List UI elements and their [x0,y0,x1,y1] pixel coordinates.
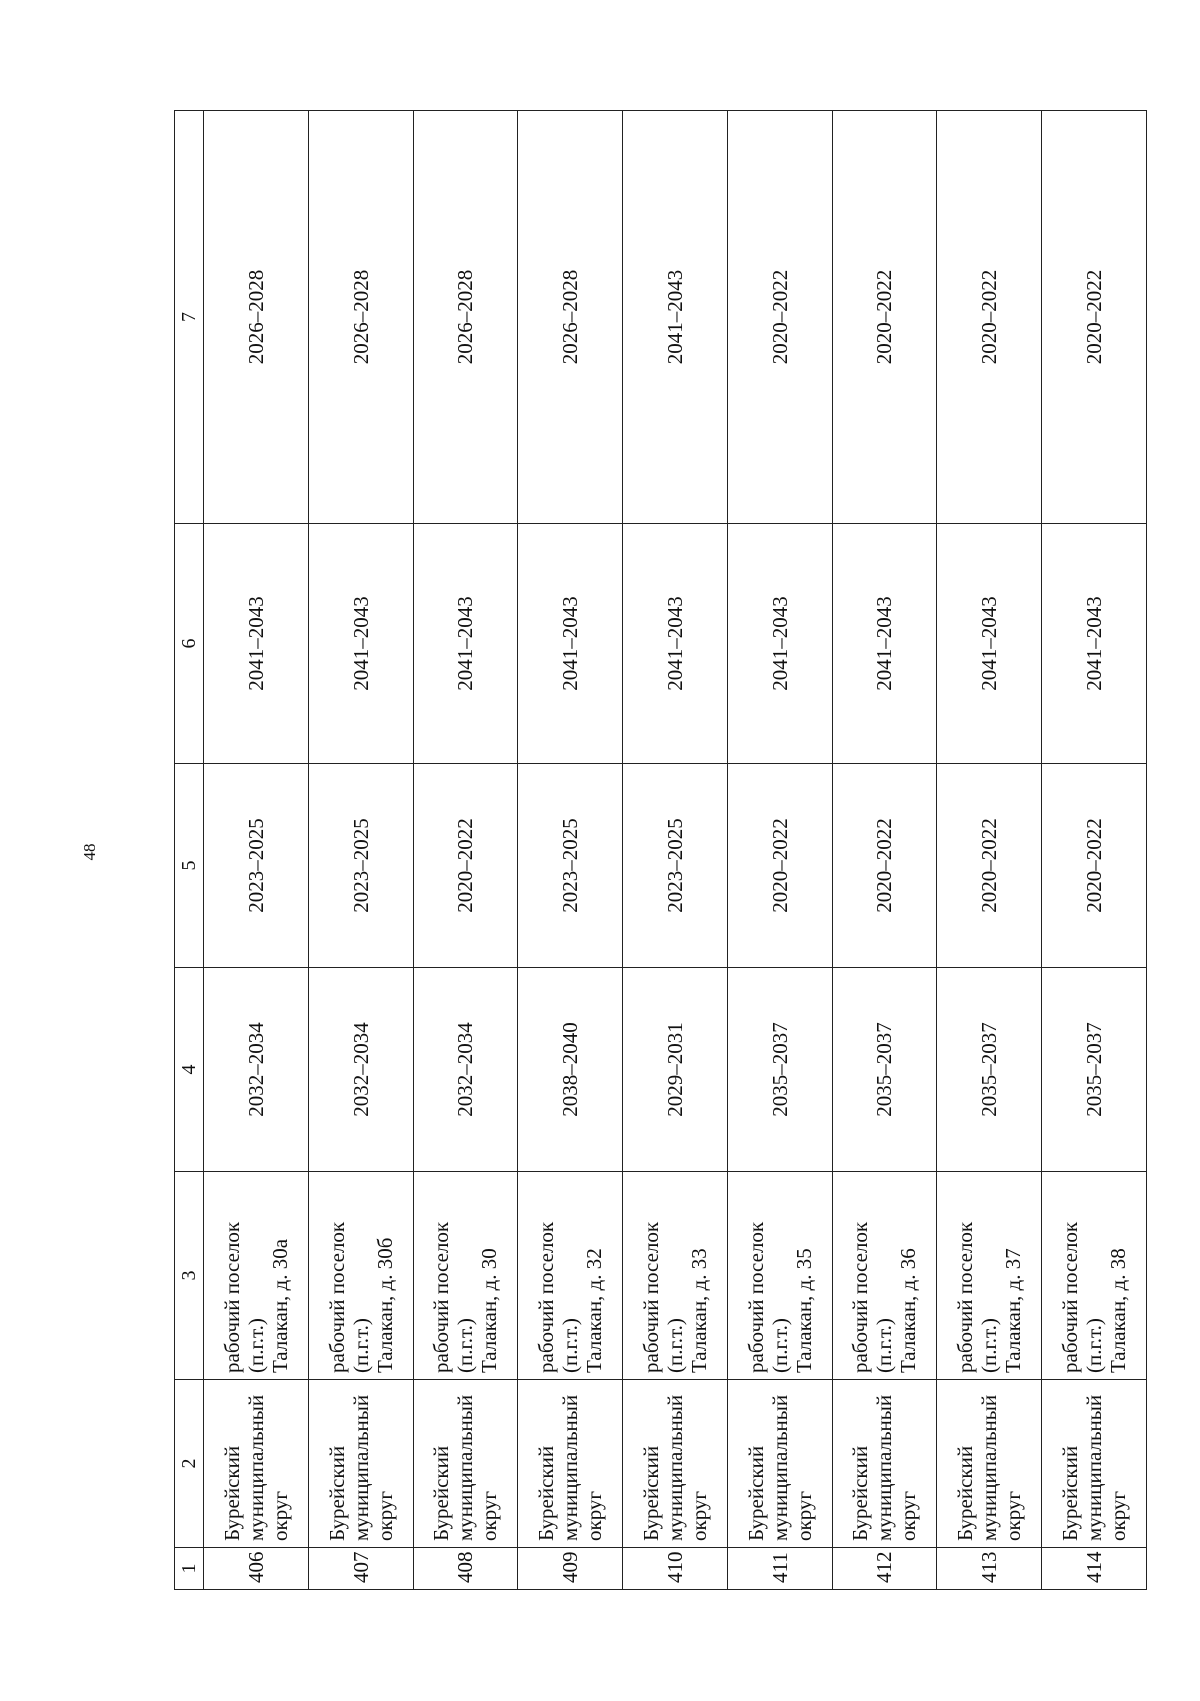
address-cell [413,1172,518,1380]
period-cell-5: 2020–2022 [413,764,518,968]
district-cell: Бурейский муниципальный округ [1042,1380,1147,1548]
header-cell-5: 5 [175,764,204,968]
address-cell [308,1172,413,1380]
header-cell-1: 1 [175,1548,204,1590]
period-cell-6: 2041–2043 [623,524,728,764]
period-cell-5: 2023–2025 [518,764,623,968]
period-cell-6: 2041–2043 [727,524,832,764]
period-cell-4: 2032–2034 [413,968,518,1172]
period-cell-6: 2041–2043 [413,524,518,764]
period-cell-7: 2020–2022 [832,111,937,524]
period-cell-4: 2035–2037 [1042,968,1147,1172]
row-number-cell: 411 [727,1548,832,1590]
address-line-2: Талакан, д. 32 [582,1248,607,1373]
address-line-2: Талакан, д. 33 [686,1248,711,1373]
row-number-cell: 407 [308,1548,413,1590]
period-cell-6: 2041–2043 [518,524,623,764]
table-row [937,111,1042,1590]
period-cell-7: 2026–2028 [308,111,413,524]
address-line-1: рабочий поселок (п.г.т.) [638,1221,687,1373]
address-line-2: Талакан, д. 30а [267,1238,292,1373]
period-cell-5: 2023–2025 [623,764,728,968]
table-row [518,111,623,1590]
page-number: 48 [80,843,99,861]
row-number-cell: 414 [1042,1548,1147,1590]
district-cell: Бурейский муниципальный округ [413,1380,518,1548]
address-cell [623,1172,728,1380]
address-line-2: Талакан, д. 38 [1106,1248,1131,1373]
address-line-1: рабочий поселок (п.г.т.) [743,1221,792,1373]
period-cell-6: 2041–2043 [1042,524,1147,764]
table-row [623,111,728,1590]
table-row [1042,111,1147,1590]
address-line-2: Талакан, д. 30 [477,1248,502,1373]
address-line-1: рабочий поселок (п.г.т.) [429,1221,478,1373]
rotated-table-wrapper [174,111,1147,1590]
period-cell-4: 2038–2040 [518,968,623,1172]
period-cell-7: 2026–2028 [518,111,623,524]
row-number-cell: 406 [204,1548,309,1590]
period-cell-4: 2032–2034 [204,968,309,1172]
header-cell-2: 2 [175,1380,204,1548]
address-line-1: рабочий поселок (п.г.т.) [219,1221,268,1373]
period-cell-5: 2020–2022 [727,764,832,968]
period-cell-6: 2041–2043 [308,524,413,764]
district-cell: Бурейский муниципальный округ [727,1380,832,1548]
period-cell-4: 2035–2037 [937,968,1042,1172]
table-row [413,111,518,1590]
address-line-2: Талакан, д. 36 [896,1248,921,1373]
period-cell-7: 2041–2043 [623,111,728,524]
header-cell-6: 6 [175,524,204,764]
address-line-1: рабочий поселок (п.г.т.) [324,1221,373,1373]
period-cell-4: 2032–2034 [308,968,413,1172]
period-cell-7: 2020–2022 [937,111,1042,524]
address-line-1: рабочий поселок (п.г.т.) [534,1221,583,1373]
address-cell [518,1172,623,1380]
period-cell-4: 2035–2037 [727,968,832,1172]
table-row [308,111,413,1590]
row-number-cell: 412 [832,1548,937,1590]
period-cell-6: 2041–2043 [204,524,309,764]
row-number-cell: 408 [413,1548,518,1590]
period-cell-5: 2020–2022 [1042,764,1147,968]
address-cell [937,1172,1042,1380]
period-cell-7: 2020–2022 [727,111,832,524]
district-cell: Бурейский муниципальный округ [832,1380,937,1548]
period-cell-5: 2023–2025 [308,764,413,968]
district-cell: Бурейский муниципальный округ [204,1380,309,1548]
address-cell [727,1172,832,1380]
header-cell-4: 4 [175,968,204,1172]
row-number-cell: 410 [623,1548,728,1590]
address-line-2: Талакан, д. 35 [791,1248,816,1373]
period-cell-5: 2020–2022 [832,764,937,968]
row-number-cell: 413 [937,1548,1042,1590]
district-cell: Бурейский муниципальный округ [623,1380,728,1548]
header-cell-7: 7 [175,111,204,524]
district-cell: Бурейский муниципальный округ [937,1380,1042,1548]
header-cell-3: 3 [175,1172,204,1380]
period-cell-6: 2041–2043 [832,524,937,764]
address-line-2: Талакан, д. 30б [372,1237,397,1373]
address-cell [832,1172,937,1380]
period-cell-4: 2035–2037 [832,968,937,1172]
period-cell-6: 2041–2043 [937,524,1042,764]
address-line-1: рабочий поселок (п.г.т.) [1058,1221,1107,1373]
period-cell-7: 2026–2028 [204,111,309,524]
row-number-cell: 409 [518,1548,623,1590]
address-line-1: рабочий поселок (п.г.т.) [953,1221,1002,1373]
data-table [174,110,1147,1590]
table-header-row [175,111,204,1590]
address-cell [204,1172,309,1380]
period-cell-5: 2023–2025 [204,764,309,968]
table-row [204,111,309,1590]
address-line-1: рабочий поселок (п.г.т.) [848,1221,897,1373]
table-row [832,111,937,1590]
district-cell: Бурейский муниципальный округ [308,1380,413,1548]
district-cell: Бурейский муниципальный округ [518,1380,623,1548]
address-line-2: Талакан, д. 37 [1001,1248,1026,1373]
period-cell-7: 2020–2022 [1042,111,1147,524]
address-cell [1042,1172,1147,1380]
period-cell-4: 2029–2031 [623,968,728,1172]
table-body [175,111,1147,1590]
period-cell-5: 2020–2022 [937,764,1042,968]
period-cell-7: 2026–2028 [413,111,518,524]
table-row [727,111,832,1590]
